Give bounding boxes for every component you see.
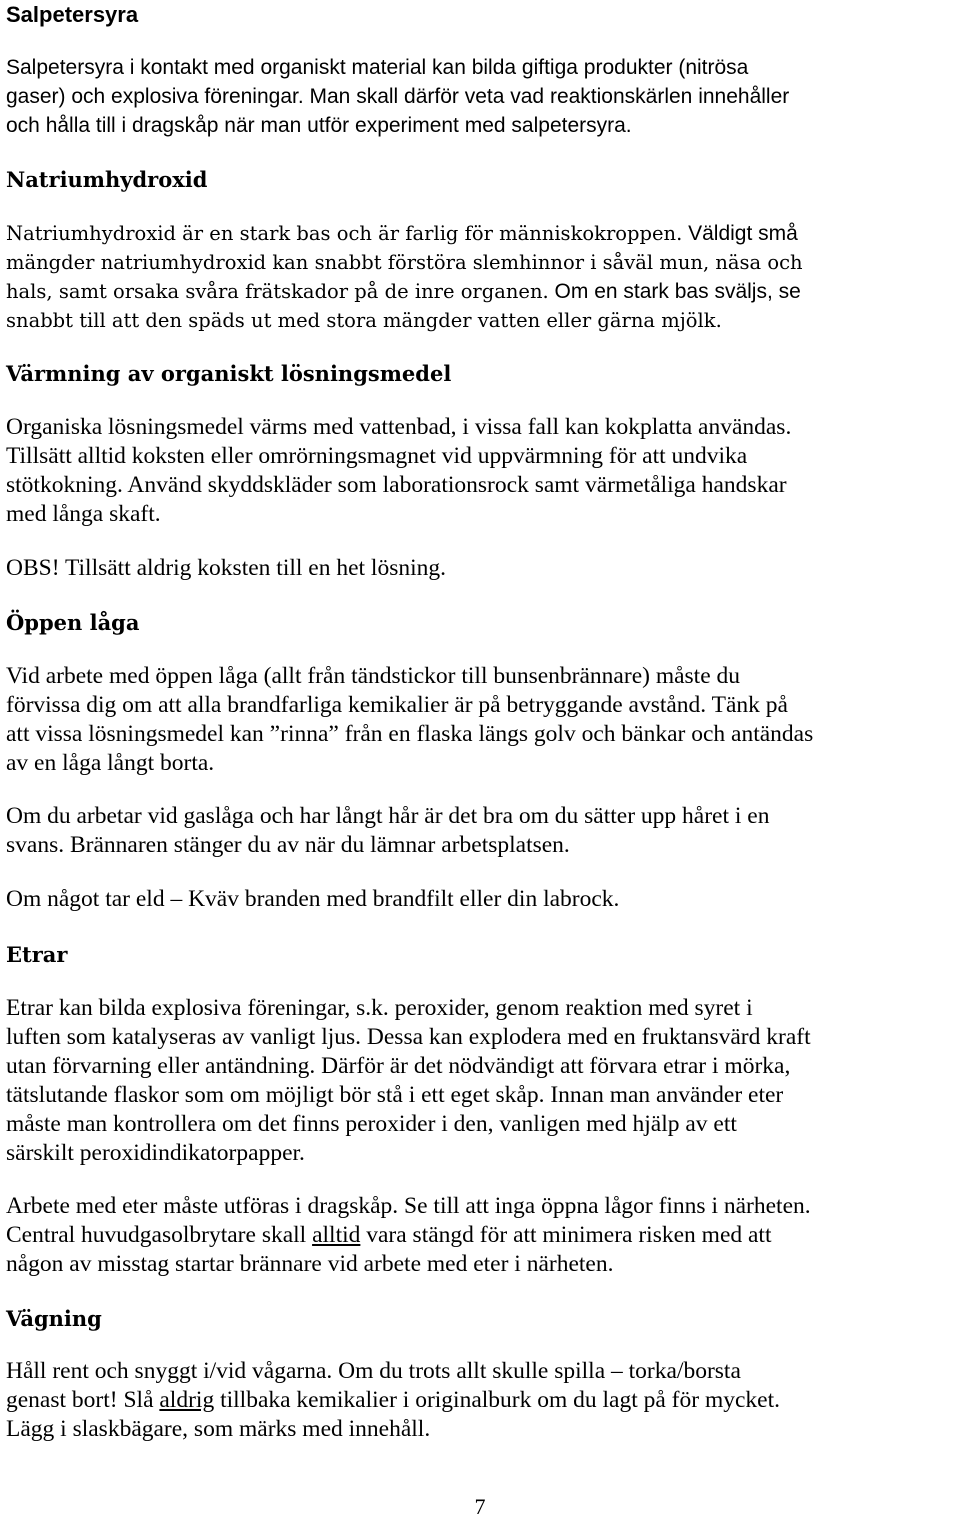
- text-line: Håll rent och snyggt i/vid vågarna. Om du trots allt skulle spilla – torka/borsta: [6, 1358, 741, 1384]
- page-number: 7: [474, 1494, 486, 1519]
- text-line: snabbt till att den späds ut med stora mängder vatten eller gärna mjölk.: [6, 309, 722, 332]
- underlined-emphasis: alltid: [312, 1222, 361, 1248]
- text-line: Tillsätt alltid koksten eller omrörningsmagnet vid uppvärmning för att undvika: [6, 443, 748, 469]
- text-line: Om något tar eld – Kväv branden med brandfilt eller din labrock.: [6, 886, 620, 912]
- text-line: OBS! Tillsätt aldrig koksten till en het lösning.: [6, 555, 446, 581]
- section-heading-natriumhydroxid: Natriumhydroxid: [6, 167, 208, 192]
- text-line: utan förvarning eller antändning. Därför är det nödvändigt att förvara etrar i mörka,: [6, 1053, 791, 1079]
- text-line: Salpetersyra i kontakt med organiskt material kan bilda giftiga produkter (nitrösa: [6, 56, 749, 79]
- text-line: måste man kontrollera om det finns peroxider i den, vanligen med hjälp av ett: [6, 1111, 737, 1137]
- underlined-emphasis: aldrig: [159, 1387, 215, 1413]
- text-line: stötkokning. Använd skyddskläder som laborationsrock samt värmetåliga handskar: [6, 472, 787, 498]
- section-heading-etrar: Etrar: [6, 942, 68, 967]
- text-line: Lägg i slaskbägare, som märks med innehåll.: [6, 1416, 431, 1442]
- paragraph-natriumhydroxid: [6, 219, 956, 335]
- text-segment: Central huvudgasolbrytare skall: [6, 1222, 313, 1248]
- text-segment: Natriumhydroxid är en stark bas och är farlig för människokroppen.: [6, 222, 683, 245]
- section-heading-varmning: Värmning av organiskt lösningsmedel: [6, 361, 452, 386]
- text-line: Organiska lösningsmedel värms med vattenbad, i vissa fall kan kokplatta användas.: [6, 414, 792, 440]
- paragraph-vagning: [6, 1357, 956, 1444]
- text-segment: tillbaka kemikalier i originalburk om du lagt på för mycket.: [214, 1387, 781, 1413]
- text-segment: genast bort! Slå: [6, 1387, 160, 1413]
- paragraph-oppen-laga-1: [6, 662, 956, 778]
- text-line: Arbete med eter måste utföras i dragskåp. Se till att inga öppna lågor finns i närheten.: [6, 1193, 811, 1219]
- text-line: Etrar kan bilda explosiva föreningar, s.k. peroxider, genom reaktion med syret i: [6, 995, 753, 1021]
- section-heading-oppen-laga: Öppen låga: [6, 610, 140, 635]
- text-line: Om du arbetar vid gaslåga och har långt hår är det bra om du sätter upp håret i en: [6, 803, 770, 829]
- text-line: och hålla till i dragskåp när man utför experiment med salpetersyra.: [6, 114, 632, 137]
- paragraph-oppen-laga-3: [6, 885, 956, 914]
- text-line: av en låga långt borta.: [6, 750, 215, 776]
- text-segment: Om en stark bas sväljs, se: [548, 280, 801, 303]
- text-line: att vissa lösningsmedel kan ”rinna” från en flaska längs golv och bänkar och antändas: [6, 721, 814, 747]
- text-line: särskilt peroxidindikatorpapper.: [6, 1140, 305, 1166]
- text-line: svans. Brännaren stänger du av när du lämnar arbetsplatsen.: [6, 832, 570, 858]
- text-segment: vara stängd för att minimera risken med att: [360, 1222, 772, 1248]
- section-heading-vagning: Vägning: [6, 1306, 102, 1331]
- text-line: med långa skaft.: [6, 501, 161, 527]
- section-heading-salpetersyra: Salpetersyra: [6, 2, 139, 27]
- text-line: förvissa dig om att alla brandfarliga kemikalier är på betryggande avstånd. Tänk på: [6, 692, 788, 718]
- paragraph-obs-warning: [6, 554, 956, 583]
- text-line: mängder natriumhydroxid kan snabbt förstöra slemhinnor i såväl mun, näsa och: [6, 251, 803, 274]
- text-line: luften som katalyseras av vanligt ljus. Dessa kan explodera med en fruktansvärd kraft: [6, 1024, 811, 1050]
- text-line: Vid arbete med öppen låga (allt från tändstickor till bunsenbrännare) måste du: [6, 663, 741, 689]
- paragraph-etrar-1: [6, 994, 956, 1168]
- text-segment: hals, samt orsaka svåra frätskador på de inre organen.: [6, 280, 549, 303]
- paragraph-salpetersyra: [6, 53, 956, 140]
- text-line: gaser) och explosiva föreningar. Man skall därför veta vad reaktionskärlen innehåller: [6, 85, 790, 108]
- paragraph-varmning: [6, 413, 956, 529]
- paragraph-etrar-2: [6, 1192, 956, 1279]
- text-segment: Väldigt små: [682, 222, 798, 245]
- text-line: tätslutande flaskor som om möjligt bör stå i ett eget skåp. Innan man använder eter: [6, 1082, 784, 1108]
- paragraph-oppen-laga-2: [6, 802, 956, 860]
- text-line: någon av misstag startar brännare vid arbete med eter i närheten.: [6, 1251, 614, 1277]
